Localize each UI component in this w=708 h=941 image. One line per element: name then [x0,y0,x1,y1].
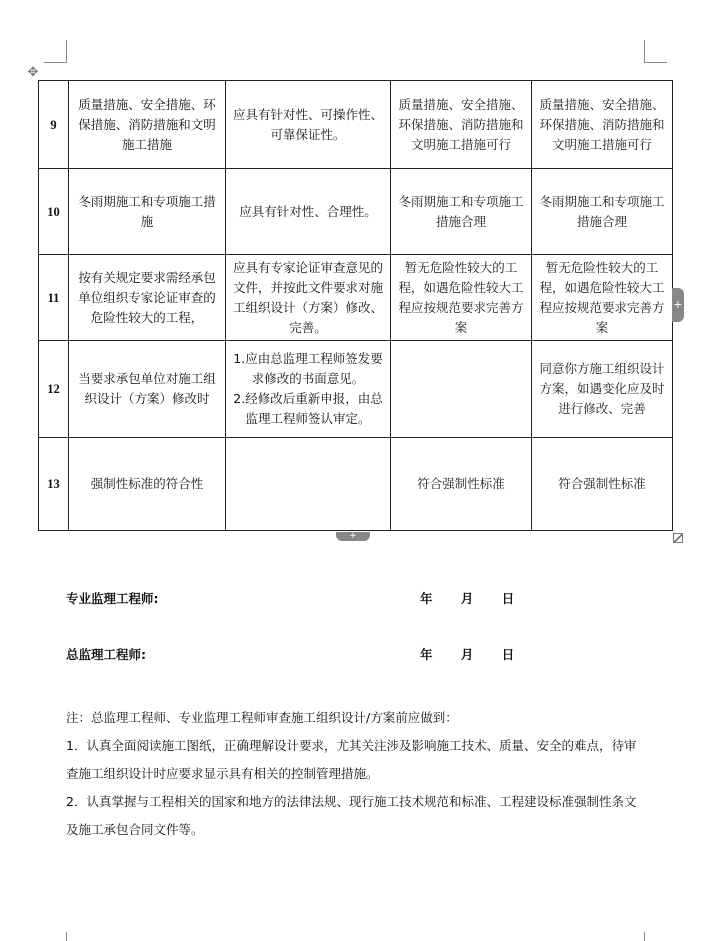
review-opinion[interactable]: 质量措施、安全措施、环保措施、消防措施和文明施工措施可行 [391,81,532,169]
review-item[interactable]: 按有关规定要求需经承包单位组织专家论证审查的危险性较大的工程， [69,255,226,341]
crop-mark-bottom-right [644,932,667,941]
review-opinion[interactable]: 冬雨期施工和专项施工措施合理 [532,169,673,255]
table-move-icon[interactable]: ✥ [27,65,39,80]
review-table [38,80,673,531]
review-standard[interactable]: 应具有针对性、合理性。 [226,169,391,255]
add-row-plus-icon[interactable]: + [336,532,370,541]
signature-date [420,589,538,607]
table-row [39,255,673,341]
table-row [39,169,673,255]
review-item[interactable]: 冬雨期施工和专项施工措施 [69,169,226,255]
review-item[interactable]: 质量措施、安全措施、环保措施、消防措施和文明施工措施 [69,81,226,169]
review-opinion[interactable]: 符合强制性标准 [391,438,532,531]
add-column-plus-icon[interactable]: + [672,288,684,322]
professional-engineer-label: 专业监理工程师: [66,591,159,606]
notes-item-1-cont: 查施工组织设计时应要求显示具有相关的控制管理措施。 [66,766,379,781]
month-label: 月 [460,591,474,606]
review-standard[interactable]: 应具有专家论证审查意见的文件，并按此文件要求对施工组织设计（方案）修改、完善。 [226,255,391,341]
signature-date [420,645,538,663]
day-label: 日 [501,647,515,662]
table-row [39,341,673,438]
chief-engineer-signature-line [66,645,626,665]
year-label: 年 [420,591,433,606]
row-number: 12 [39,341,69,438]
notes-item-2-cont: 及施工承包合同文件等。 [66,822,204,837]
crop-mark-bottom-left [44,932,67,941]
row-number: 9 [39,81,69,169]
notes-intro: 注：总监理工程师、专业监理工程师审查施工组织设计/方案前应做到： [66,710,458,725]
review-opinion[interactable]: 暂无危险性较大的工程，如遇危险性较大工程应按规范要求完善方案 [391,255,532,341]
row-number: 13 [39,438,69,531]
crop-mark-top-right [644,40,667,63]
review-opinion[interactable]: 质量措施、安全措施、环保措施、消防措施和文明施工措施可行 [532,81,673,169]
month-label: 月 [460,647,474,662]
row-number: 10 [39,169,69,255]
review-opinion[interactable]: 同意你方施工组织设计方案，如遇变化应及时进行修改、完善 [532,341,673,438]
chief-engineer-label: 总监理工程师: [66,647,146,662]
review-standard[interactable]: 应具有针对性、可操作性、可靠保证性。 [226,81,391,169]
table-row [39,81,673,169]
review-opinion[interactable]: 冬雨期施工和专项施工措施合理 [391,169,532,255]
review-opinion[interactable]: 暂无危险性较大的工程，如遇危险性较大工程应按规范要求完善方案 [532,255,673,341]
table-resize-icon[interactable] [673,533,683,543]
review-item[interactable]: 强制性标准的符合性 [69,438,226,531]
day-label: 日 [501,591,515,606]
standard-step: 2.经修改后重新申报，由总监理工程师签认审定。 [233,391,383,426]
table-row [39,438,673,531]
review-opinion[interactable]: 符合强制性标准 [532,438,673,531]
row-number: 11 [39,255,69,341]
review-item[interactable]: 当要求承包单位对施工组织设计（方案）修改时 [69,341,226,438]
standard-step: 1.应由总监理工程师签发要求修改的书面意见。 [233,351,383,386]
notes-section [66,704,656,844]
year-label: 年 [420,647,433,662]
professional-engineer-signature-line [66,589,626,609]
review-standard[interactable] [226,438,391,531]
crop-mark-top-left [44,40,67,63]
review-opinion[interactable] [391,341,532,438]
notes-item-2: 2．认真掌握与工程相关的国家和地方的法律法规、现行施工技术规范和标准、工程建设标准强制性条文 [66,794,637,809]
review-standard[interactable] [226,341,391,438]
notes-item-1: 1．认真全面阅读施工图纸，正确理解设计要求，尤其关注涉及影响施工技术、质量、安全的难点，待审 [66,738,637,753]
